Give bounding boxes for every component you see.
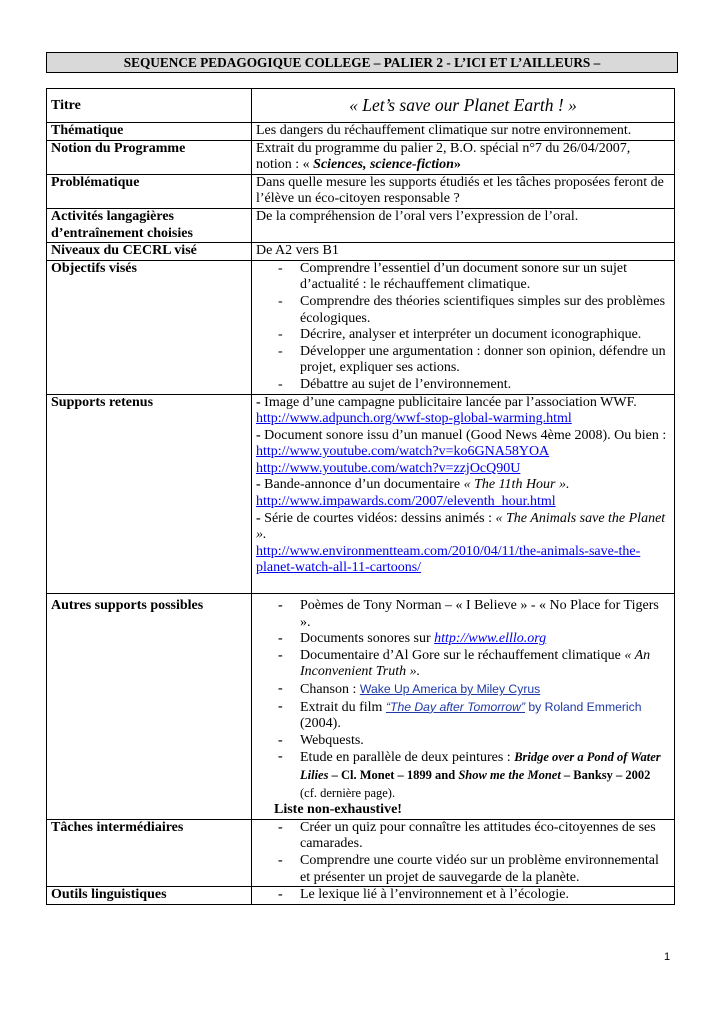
support-4-text: Série de courtes vidéos: dessins animés : <box>260 510 496 526</box>
autre-item <box>256 699 670 733</box>
value-notion <box>252 140 675 174</box>
value-niveaux: De A2 vers B1 <box>252 243 675 261</box>
film-title: “The Day after Tomorrow” <box>385 699 526 714</box>
label-activites: Activités langagières d’entraînement choisies <box>47 208 252 242</box>
notion-prefix: notion : « <box>256 157 310 173</box>
row-thematique <box>47 123 675 141</box>
autre-text: Chanson : <box>300 682 360 697</box>
painter-2: – Banksy – 2002 <box>560 767 651 782</box>
support-1-text: Image d’une campagne publicitaire lancée par l’association WWF. <box>260 394 637 410</box>
row-supports <box>47 394 675 594</box>
objectif-item: - Débattre au sujet de l’environnement. <box>256 377 670 394</box>
support-2 <box>256 428 670 445</box>
row-notion <box>47 140 675 174</box>
value-outils <box>252 887 675 905</box>
autre-item: - Webquests. <box>256 733 670 750</box>
support-2-link-1[interactable]: http://www.youtube.com/watch?v=ko6GNA58YOA <box>256 444 550 460</box>
support-1 <box>256 395 670 412</box>
row-outils <box>47 887 675 905</box>
label-objectifs: Objectifs visés <box>47 260 252 394</box>
outil-item: - Le lexique lié à l’environnement et à l’écologie. <box>256 887 670 904</box>
support-4-italic: « The Animals save the Planet ». <box>256 510 666 543</box>
support-1-link[interactable]: http://www.adpunch.org/wwf-stop-global-warming.html <box>256 411 572 427</box>
support-3-italic: « The 11th Hour ». <box>463 477 570 493</box>
support-2-text: Document sonore issu d’un manuel (Good News 4ème 2008). Ou bien : <box>260 427 667 443</box>
autre-item <box>256 749 670 802</box>
outils-list <box>256 887 670 904</box>
value-objectifs <box>252 260 675 394</box>
support-3-link[interactable]: http://www.impawards.com/2007/eleventh_hour.html <box>256 494 556 510</box>
row-niveaux <box>47 243 675 261</box>
label-supports: Supports retenus <box>47 394 252 594</box>
label-titre: Titre <box>47 89 252 123</box>
autre-item <box>256 631 670 648</box>
tache-item: - Comprendre une courte vidéo sur un problème environnemental et présenter un projet de sauvegarde de la planète. <box>256 853 670 886</box>
autre-italic: « An Inconvenient Truth ». <box>300 647 651 680</box>
objectif-item: - Développer une argumentation : donner son opinion, défendre un projet, expliquer ses actions. <box>256 344 670 377</box>
page-number: 1 <box>664 951 671 963</box>
value-activites: De la compréhension de l’oral vers l’expression de l’oral. <box>252 208 675 242</box>
taches-list <box>256 820 670 886</box>
support-dash: - <box>256 427 261 443</box>
support-3 <box>256 477 670 494</box>
objectif-item: - Comprendre l’essentiel d’un document sonore sur un sujet d’actualité : le réchauffement climatique. <box>256 261 670 294</box>
support-3-text: Bande-annonce d’un documentaire <box>260 477 464 493</box>
row-activites <box>47 208 675 242</box>
row-objectifs <box>47 260 675 394</box>
painting-1: Bridge over a Pond of Water Lilies <box>300 750 661 782</box>
row-titre <box>47 89 675 123</box>
support-dash: - <box>256 394 261 410</box>
support-dash: - <box>256 477 261 493</box>
elllo-link[interactable]: http://www.elllo.org <box>434 631 547 647</box>
support-4 <box>256 511 670 544</box>
value-supports <box>252 394 675 594</box>
notion-italic: Sciences, science-fiction <box>309 157 454 173</box>
objectif-item: - Comprendre des théories scientifiques simples sur des problèmes écologiques. <box>256 294 670 327</box>
value-taches <box>252 819 675 886</box>
objectifs-list <box>256 261 670 394</box>
value-problematique: Dans quelle mesure les supports étudiés et les tâches proposées feront de l’élève un éco-citoyen responsable ? <box>252 174 675 208</box>
label-autres: Autres supports possibles <box>47 594 252 820</box>
value-autres <box>252 594 675 820</box>
objectif-item: - Décrire, analyser et interpréter un document iconographique. <box>256 327 670 344</box>
notion-suffix: » <box>453 157 461 173</box>
painting-2: Show me the Monet <box>458 767 561 782</box>
label-notion: Notion du Programme <box>47 140 252 174</box>
autre-text: Documents sonores sur <box>300 631 435 647</box>
value-thematique: Les dangers du réchauffement climatique sur notre environnement. <box>252 123 675 141</box>
autre-item: - Poèmes de Tony Norman – « I Believe » - « No Place for Tigers ». <box>256 598 670 631</box>
label-niveaux: Niveaux du CECRL visé <box>47 243 252 261</box>
support-4-link[interactable]: http://www.environmentteam.com/2010/04/11/the-animals-save-the-planet-watch-all-11-cartoons/ <box>256 543 641 576</box>
notion-line1: Extrait du programme du palier 2, B.O. spécial n°7 du 26/04/2007, <box>256 140 631 156</box>
autre-text: Extrait du film <box>300 699 386 715</box>
film-link[interactable] <box>386 700 642 714</box>
autre-text: (2004). <box>300 716 341 732</box>
sequence-banner: SEQUENCE PEDAGOGIQUE COLLEGE – PALIER 2 - L’ICI ET L’AILLEURS – <box>46 52 678 73</box>
autre-item <box>256 648 670 681</box>
autre-text: (cf. dernière page). <box>300 785 396 800</box>
value-titre: « Let’s save our Planet Earth ! » <box>252 89 675 123</box>
film-director: by Roland Emmerich <box>525 699 642 714</box>
support-dash: - <box>256 510 261 526</box>
song-link[interactable]: Wake Up America by Miley Cyrus <box>359 682 541 696</box>
row-taches <box>47 819 675 886</box>
autres-list <box>256 598 670 802</box>
painter-1: – Cl. Monet – 1899 and <box>328 767 459 782</box>
tache-item: - Créer un quiz pour connaître les attitudes éco-citoyennes de ses camarades. <box>256 820 670 853</box>
support-2-link-2[interactable]: http://www.youtube.com/watch?v=zzjOcQ90U <box>256 460 521 476</box>
row-problematique <box>47 174 675 208</box>
row-autres <box>47 594 675 820</box>
label-taches: Tâches intermédiaires <box>47 819 252 886</box>
autre-text: Documentaire d’Al Gore sur le réchauffement climatique <box>300 647 625 663</box>
label-problematique: Problématique <box>47 174 252 208</box>
sequence-table <box>46 88 675 905</box>
label-outils: Outils linguistiques <box>47 887 252 905</box>
label-thematique: Thématique <box>47 123 252 141</box>
autres-footer: Liste non-exhaustive! <box>274 802 402 818</box>
autre-item <box>256 681 670 699</box>
autre-text: Etude en parallèle de deux peintures : <box>300 750 515 766</box>
